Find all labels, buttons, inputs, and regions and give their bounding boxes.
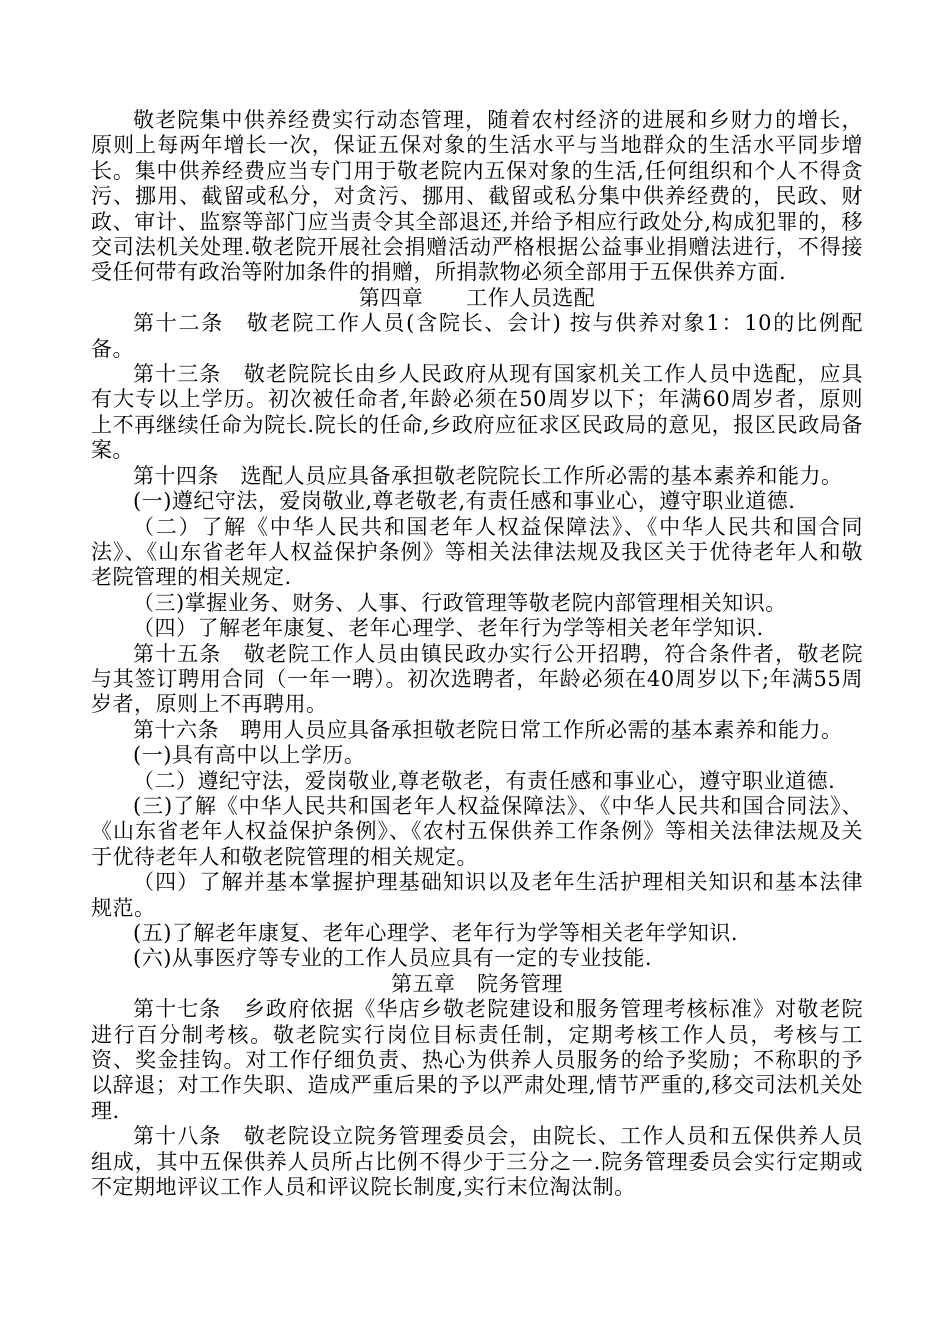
article-14-item-4: （四）了解老年康复、老年心理学、老年行为学等相关老年学知识.: [133, 616, 764, 641]
article-16-item-2: （二）遵纪守法，爱岗敬业,尊老敬老，有责任感和事业心，遵守职业道德.: [133, 768, 836, 793]
article-12: 第十二条 敬老院工作人员(含院长、会计) 按与供养对象1：10的比例配备。: [91, 311, 863, 361]
article-14-item-3: （三)掌握业务、财务、人事、行政管理等敬老院内部管理相关知识。: [133, 590, 787, 615]
article-16-item-3: (三)了解《中华人民共和国老年人权益保障法》、《中华人民共和国合同法》、《山东省老年人权益保护条例》、《农村五保供养工作条例》等相关法律法规及关于优待老年人和敬老院管理的相关规定。: [91, 793, 863, 869]
document-page: [91, 108, 863, 1200]
chapter-4-heading: 第四章 工作人员选配: [358, 285, 596, 310]
paragraph-funding: 敬老院集中供养经费实行动态管理，随着农村经济的进展和乡财力的增长，原则上每两年增长一次，保证五保对象的生活水平与当地群众的生活水平同步增长。集中供养经费应当专门用于敬老院内五保对象的生活,任何组织和个人不得贪污、挪用、截留或私分，对贪污、挪用、截留或私分集中供养经费的，民政、财政、审计、监察等部门应当责令其全部退还,并给予相应行政处分,构成犯罪的，移交司法机关处理.敬老院开展社会捐赠活动严格根据公益事业捐赠法进行，不得接受任何带有政治等附加条件的捐赠，所捐款物必须全部用于五保供养方面.: [91, 108, 863, 285]
article-16-item-1: (一)具有高中以上学历。: [133, 743, 366, 768]
article-14-item-2: （二）了解《中华人民共和国老年人权益保障法》、《中华人民共和国合同法》、《山东省老年人权益保护条例》等相关法律法规及我区关于优待老年人和敬老院管理的相关规定.: [91, 514, 863, 590]
article-16-item-4: （四）了解并基本掌握护理基础知识以及老年生活护理相关知识和基本法律规范。: [91, 870, 863, 920]
article-16-item-6: (六)从事医疗等专业的工作人员应具有一定的专业技能.: [133, 946, 653, 971]
article-16: 第十六条 聘用人员应具备承担敬老院日常工作所必需的基本素养和能力。: [133, 717, 843, 742]
article-14: 第十四条 选配人员应具备承担敬老院院长工作所必需的基本素养和能力。: [133, 463, 843, 488]
article-16-item-5: (五)了解老年康复、老年心理学、老年行为学等相关老年学知识.: [133, 921, 739, 945]
article-15: 第十五条 敬老院工作人员由镇民政办实行公开招聘，符合条件者，敬老院与其签订聘用合同（一年一聘）。初次选聘者，年龄必须在40周岁以下;年满55周岁者，原则上不再聘用。: [91, 641, 863, 717]
article-17: 第十七条 乡政府依据《华店乡敬老院建设和服务管理考核标准》对敬老院进行百分制考核。敬老院实行岗位目标责任制，定期考核工作人员，考核与工资、奖金挂钩。对工作仔细负责、热心为供养人员服务的给予奖励；不称职的予以辞退；对工作失职、造成严重后果的予以严肃处理,情节严重的,移交司法机关处理.: [91, 997, 863, 1123]
chapter-5-heading: 第五章 院务管理: [391, 971, 563, 996]
article-13: 第十三条 敬老院院长由乡人民政府从现有国家机关工作人员中选配，应具有大专以上学历。初次被任命者,年龄必须在50周岁以下；年满60周岁者，原则上不再继续任命为院长.院长的任命,乡政府应征求区民政局的意见，报区民政局备案。: [91, 362, 863, 463]
article-14-item-1: (一)遵纪守法，爱岗敬业,尊老敬老,有责任感和事业心，遵守职业道德.: [133, 489, 796, 514]
article-18: 第十八条 敬老院设立院务管理委员会，由院长、工作人员和五保供养人员组成，其中五保供养人员所占比例不得少于三分之一.院务管理委员会实行定期或不定期地评议工作人员和评议院长制度,实行末位淘汰制。: [91, 1124, 863, 1200]
